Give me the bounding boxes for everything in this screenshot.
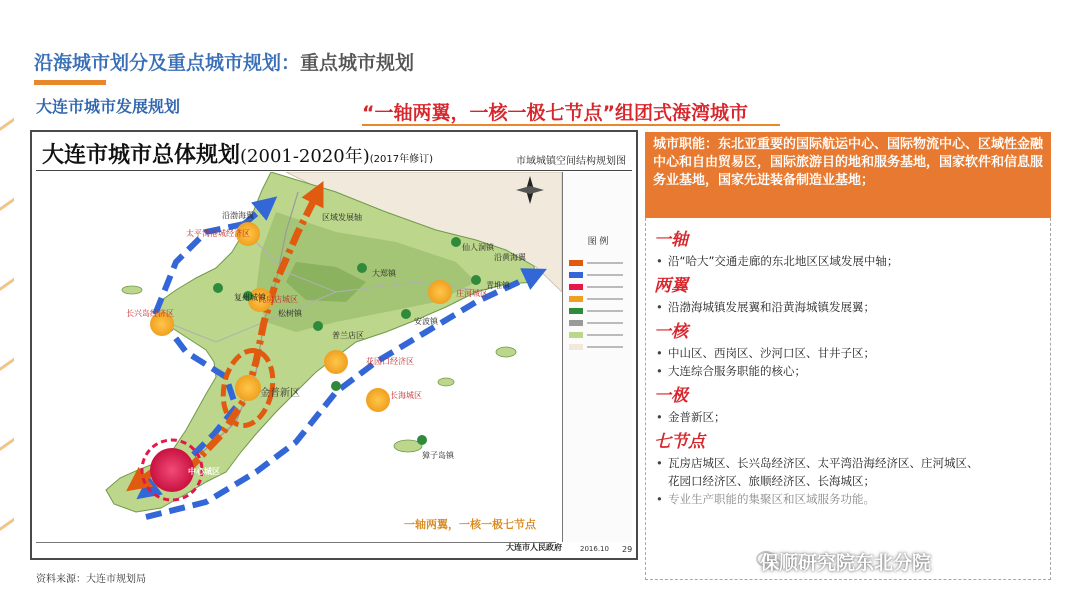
- watermark: 保顺研究院东北分院: [760, 552, 932, 574]
- town-marker: [471, 275, 481, 285]
- page-title: [34, 48, 414, 75]
- map-subtitle: 市域城镇空间结构规划图: [516, 156, 626, 167]
- bullet-nodes: • 瓦房店城区、长兴岛经济区、太平湾沿海经济区、庄河城区、: [654, 454, 1042, 472]
- label-bohai-wing: 沿渤海翼: [222, 211, 254, 220]
- island: [438, 378, 454, 386]
- label-town8: 青堆镇: [486, 281, 510, 290]
- town-marker: [331, 381, 341, 391]
- island: [122, 286, 142, 294]
- legend-title: 图 例: [587, 237, 609, 247]
- bullet-nodes-last: • 专业生产职能的集聚区和区域服务功能。: [654, 490, 1042, 508]
- town-marker: [451, 237, 461, 247]
- map-title-main: 大连市城市总体规划: [42, 143, 241, 168]
- map-title-years: (2001-2020年): [240, 146, 370, 167]
- label-changhai: 长海城区: [390, 391, 422, 400]
- town-marker: [213, 283, 223, 293]
- label-huanghai-wing: 沿黄海翼: [494, 253, 526, 262]
- label-town2: 松树镇: [278, 309, 302, 318]
- town-marker: [313, 321, 323, 331]
- label-town6: 安波镇: [414, 317, 438, 326]
- label-changxing: 长兴岛经济区: [126, 309, 174, 318]
- bullet-axis: • 沿“哈大”交通走廊的东北地区区域发展中轴；: [654, 252, 1042, 270]
- label-wafangdian: 瓦房店城区: [258, 295, 298, 304]
- label-town5: 大郑镇: [372, 269, 396, 278]
- legend-item: [569, 312, 629, 320]
- town-marker: [357, 263, 367, 273]
- city-functions-box: [645, 132, 1051, 218]
- section-title: 大连市城市发展规划: [36, 97, 181, 116]
- page-title-sub: 重点城市规划: [300, 52, 415, 74]
- section-head-nodes: 七节点: [654, 432, 705, 452]
- slogan-underline: [362, 124, 780, 126]
- section-head-wings: 两翼: [654, 276, 688, 296]
- bullet-core-1: • 中山区、西岗区、沙河口区、甘井子区；: [654, 344, 1042, 362]
- map-title-revision: (2017年修订): [369, 154, 434, 165]
- bullet-wings: • 沿渤海城镇发展翼和沿黄海城镇发展翼；: [654, 298, 1042, 316]
- label-town7: 仙人洞镇: [462, 243, 494, 252]
- source-note: 资料来源：大连市规划局: [36, 574, 146, 585]
- map-footer-date: 2016.10: [580, 545, 609, 553]
- label-huayuankou: 花园口经济区: [366, 357, 414, 366]
- section-head-axis: 一轴: [654, 230, 688, 250]
- map-graphic: [36, 172, 562, 542]
- slogan: “一轴两翼，一核一极七节点”组团式海湾城市: [362, 102, 748, 124]
- node-zhuanghe: [428, 280, 452, 304]
- label-town3: 普兰店区: [332, 331, 364, 340]
- legend-item: [569, 276, 629, 284]
- town-marker: [417, 435, 427, 445]
- label-jinpu: 金普新区: [260, 388, 300, 399]
- map-title: [42, 138, 433, 169]
- map-divider: [36, 170, 632, 171]
- city-functions-text: 城市职能：东北亚重要的国际航运中心、国际物流中心、区域性金融中心和自由贸易区，国际旅游目的地和服务基地，国家软件和信息服务业基地，国家先进装备制造业基地；: [653, 137, 1044, 188]
- map-caption: 一轴两翼，一核一极七节点: [404, 518, 536, 531]
- label-zhangzidao: 獐子岛镇: [422, 451, 454, 460]
- label-central: 中心城区: [188, 467, 220, 476]
- legend-item: [569, 288, 629, 296]
- legend-item: [569, 336, 629, 344]
- planning-map: [30, 130, 638, 560]
- page-title-main: 沿海城市划分及重点城市规划：: [34, 52, 301, 74]
- legend-item: [569, 324, 629, 332]
- legend-item: [569, 300, 629, 308]
- section-head-pole: 一极: [654, 386, 688, 406]
- label-zhuanghe: 庄河城区: [456, 289, 488, 298]
- node-changhai: [366, 388, 390, 412]
- island: [496, 347, 516, 357]
- town-marker: [401, 309, 411, 319]
- map-footer-page: 29: [622, 545, 633, 554]
- title-underline: [34, 80, 106, 85]
- structure-details: [645, 218, 1051, 580]
- label-town1: 复州城镇: [234, 293, 266, 302]
- label-regional-axis: 区域发展轴: [322, 213, 362, 222]
- legend-item: [569, 264, 629, 272]
- bullet-pole: • 金普新区；: [654, 408, 1042, 426]
- node-jinpu: [235, 375, 261, 401]
- label-taipingwan: 太平湾港城经济区: [186, 229, 250, 238]
- node-huayuankou: [324, 350, 348, 374]
- left-edge-decoration: [0, 0, 14, 608]
- map-footer-org: 大连市人民政府: [506, 543, 562, 552]
- map-header: [36, 136, 632, 170]
- map-legend: [562, 172, 632, 542]
- map-footer-line: [36, 542, 556, 554]
- bullet-nodes-continuation: 花园口经济区、旅顺经济区、长海城区；: [668, 474, 875, 488]
- legend-item: [569, 252, 629, 260]
- bullet-core-2: • 大连综合服务职能的核心；: [654, 362, 1042, 380]
- section-head-core: 一核: [654, 322, 688, 342]
